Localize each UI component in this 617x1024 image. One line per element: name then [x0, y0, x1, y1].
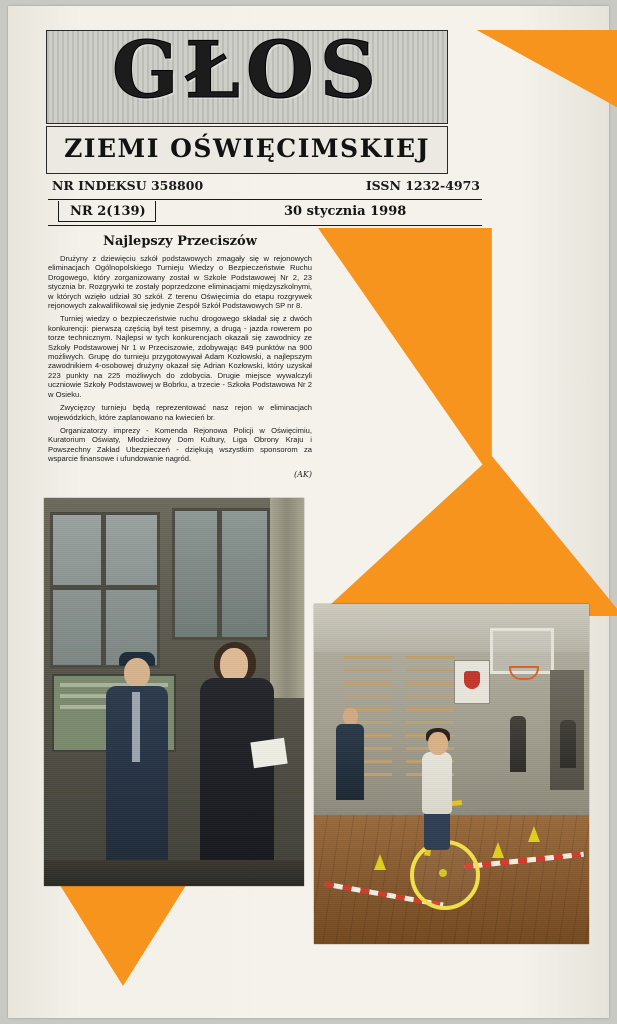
newspaper-title: GŁOS — [111, 30, 383, 116]
article-paragraph: Drużyny z dziewięciu szkół podstawowych zmagały się w rejonowych eliminacjach Ogólnopolskiego Turnieju Wiedzy o Bezpieczeństwie Ruchu Drogowego, który zorganizowany został w Szkole Podstawowej Nr 2, 23 stycznia br. Rozgrywki te zostały poprzedzone eliminacjami międzyszkolnymi, w których wzięło udział 30 szkół. Z terenu Oświęcimia do etapu rozgrywek rejonowych zakwalifikował się jedynie Zespół Szkół Podstawowych SP nr 8. — [48, 254, 312, 311]
index-issn-line — [48, 178, 480, 198]
basketball-hoop — [490, 628, 554, 674]
masthead — [46, 30, 446, 180]
index-number: NR INDEKSU 358800 — [52, 178, 204, 193]
traffic-cone — [374, 854, 386, 870]
article-paragraph: Turniej wiedzy o bezpieczeństwie ruchu drogowego składał się z dwóch konkurencji: pierwszą częścią był test pisemny, a drugą - jazda rowerem po torze technicznym. Najlepsi w tych konkurencjach okazali się zawodnicy ze Szkoły Podstawowej Nr 1 w Przeciszowie, zdobywając 849 punktów na 900 możliwych. Grupę do turnieju przygotowywał Adam Kozłowski, a najlepszym zawodnikiem 4-osobowej drużyny okazał się Adrian Kozłowski, który uzyskał 223 punkty na 225 możliwych do zdobycia. Drugie miejsce wywalczyli uczniowie Szkoły Podstawowej w Bobrku, a trzecie - Szkoła Podstawowa Nr 2 w Osieku. — [48, 314, 312, 399]
traffic-cone — [492, 842, 504, 858]
issue-line — [48, 202, 482, 224]
photo-floor — [44, 860, 304, 886]
presenter-head — [220, 648, 248, 682]
held-paper — [250, 738, 287, 768]
photo-opening-ceremony — [44, 498, 304, 886]
article-title: Najlepszy Przeciszów — [103, 234, 257, 249]
spectator-figure — [510, 716, 526, 772]
header-rule-bottom — [48, 225, 482, 226]
header-rule-top — [48, 199, 482, 200]
classroom-window — [50, 512, 160, 668]
article-column — [48, 234, 312, 479]
issn-number: ISSN 1232-4973 — [365, 178, 480, 193]
article-paragraph: Organizatorzy imprezy - Komenda Rejonowa Policji w Oświęcimiu, Kuratorium Oświaty, Młodzieżowy Dom Kultury, Liga Obrony Kraju i Powszechny Zakład Ubezpieczeń - dziękują wszystkim sponsorom za wsparcie finansowe i ufundowanie nagród. — [48, 425, 312, 464]
cyclist-head — [428, 732, 448, 755]
cyclist-legs — [424, 808, 450, 850]
issue-date: 30 stycznia 1998 — [284, 204, 407, 219]
officer-uniform — [336, 724, 364, 800]
masthead-subtitle-box — [46, 126, 448, 174]
wall-banner — [454, 660, 490, 704]
bicycle-wheel — [410, 840, 480, 910]
cyclist-body — [422, 752, 452, 814]
officer-figure — [336, 708, 364, 800]
traffic-cone — [528, 826, 540, 842]
spectator-figure — [560, 720, 576, 768]
officer-uniform — [106, 686, 168, 886]
officer-head — [124, 658, 150, 688]
police-officer-figure — [100, 658, 174, 886]
article-paragraph: Zwycięzcy turnieju będą reprezentować nasz rejon w eliminacjach wojewódzkich, które zaplanowano na kwiecień br. — [48, 403, 312, 422]
newspaper-subtitle: ZIEMI OŚWIĘCIMSKIEJ — [64, 134, 430, 163]
photo-bicycle-course — [314, 604, 589, 944]
scanned-paper-sheet — [8, 6, 609, 1018]
article-signature: (AK) — [294, 469, 312, 479]
presenter-figure — [194, 648, 280, 886]
presenter-clothing — [200, 678, 274, 886]
officer-head — [343, 708, 358, 725]
issue-number: NR 2(139) — [70, 204, 146, 219]
masthead-title-box — [46, 30, 448, 124]
classroom-window — [172, 508, 270, 640]
